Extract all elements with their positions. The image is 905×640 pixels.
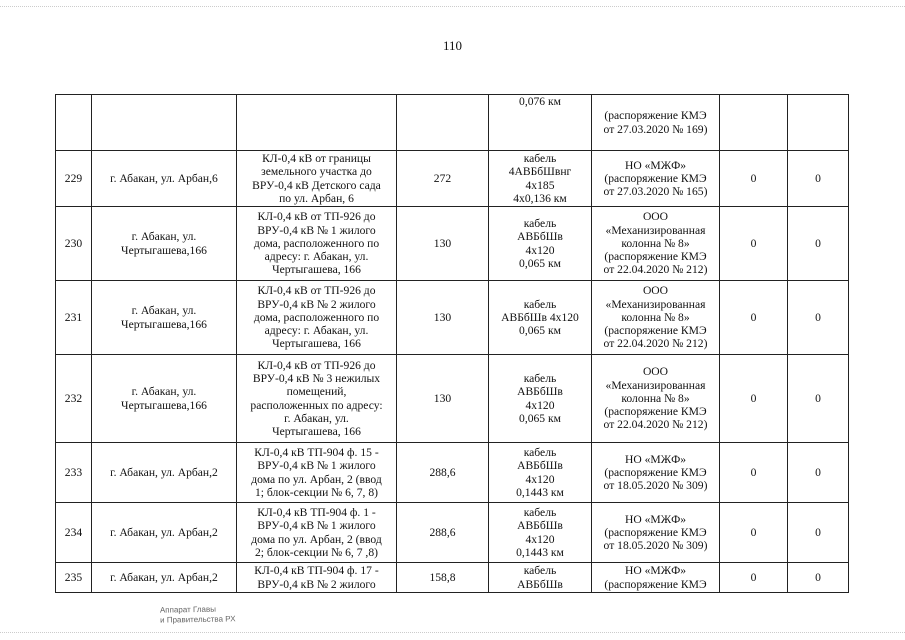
length-cell <box>397 95 489 151</box>
value-cell-8: 0 <box>788 563 849 593</box>
address-cell: г. Абакан, ул. Чертыгашева,166 <box>92 207 237 281</box>
value-cell-7: 0 <box>720 207 788 281</box>
page-number: 110 <box>442 38 463 53</box>
address-cell: г. Абакан, ул. Арбан,6 <box>92 151 237 207</box>
table-row <box>56 95 849 151</box>
length-cell: 130 <box>397 355 489 443</box>
object-cell: КЛ-0,4 кВ ТП-904 ф. 17 - ВРУ-0,4 кВ № 2 жилого <box>237 563 397 593</box>
address-cell: г. Абакан, ул. Арбан,2 <box>92 563 237 593</box>
cable-cell: кабель АВБбШв 4х120 0,1443 км <box>489 503 592 563</box>
object-cell: КЛ-0,4 кВ от ТП-926 до ВРУ-0,4 кВ № 3 нежилых помещений, расположенных по адресу: г. Абакан, ул. Чертыгашева, 166 <box>237 355 397 443</box>
object-cell: КЛ-0,4 кВ от ТП-926 до ВРУ-0,4 кВ № 2 жилого дома, расположенного по адресу: г. Абакан, ул. Чертыгашева, 166 <box>237 281 397 355</box>
length-cell: 288,6 <box>397 503 489 563</box>
basis-cell: НО «МЖФ» (распоряжение КМЭ от 18.05.2020 № 309) <box>592 443 720 503</box>
value-cell-8: 0 <box>788 443 849 503</box>
cable-cell: кабель АВБбШв 4х120 0,065 км <box>489 281 592 355</box>
row-number-cell: 232 <box>56 355 92 443</box>
value-cell-7 <box>720 95 788 151</box>
address-cell: г. Абакан, ул. Чертыгашева,166 <box>92 281 237 355</box>
length-cell: 158,8 <box>397 563 489 593</box>
footer-stamp: Аппарат Главы и Правительства РХ <box>159 604 236 625</box>
length-cell: 272 <box>397 151 489 207</box>
length-cell: 130 <box>397 207 489 281</box>
cable-cell: кабель АВБбШв 4х120 0,1443 км <box>489 443 592 503</box>
cable-cell: кабель АВБбШв 4х120 0,065 км <box>489 355 592 443</box>
value-cell-8: 0 <box>788 355 849 443</box>
table-row <box>56 563 849 593</box>
table-row <box>56 503 849 563</box>
length-cell: 288,6 <box>397 443 489 503</box>
object-cell <box>237 95 397 151</box>
registry-table <box>55 94 849 593</box>
row-number-cell: 229 <box>56 151 92 207</box>
object-cell: КЛ-0,4 кВ от границы земельного участка до ВРУ-0,4 кВ Детского сада по ул. Арбан, 6 <box>237 151 397 207</box>
value-cell-7: 0 <box>720 563 788 593</box>
value-cell-8: 0 <box>788 281 849 355</box>
basis-cell: ООО «Механизированная колонна № 8» (распоряжение КМЭ от 22.04.2020 № 212) <box>592 281 720 355</box>
scan-edge-top <box>0 6 905 8</box>
row-number-cell: 231 <box>56 281 92 355</box>
address-cell: г. Абакан, ул. Арбан,2 <box>92 443 237 503</box>
scan-edge-bottom <box>0 632 905 634</box>
value-cell-7: 0 <box>720 503 788 563</box>
basis-cell: НО «МЖФ» (распоряжение КМЭ от 18.05.2020 № 309) <box>592 503 720 563</box>
cable-cell: кабель 4АВБбШвнг 4х185 4х0,136 км <box>489 151 592 207</box>
basis-cell: НО «МЖФ» (распоряжение КМЭ <box>592 563 720 593</box>
value-cell-8: 0 <box>788 207 849 281</box>
table-row <box>56 281 849 355</box>
cable-cell: кабель АВБбШв 4х120 0,065 км <box>489 207 592 281</box>
basis-cell: НО «МЖФ» (распоряжение КМЭ от 27.03.2020 № 165) <box>592 151 720 207</box>
value-cell-8: 0 <box>788 503 849 563</box>
row-number-cell: 235 <box>56 563 92 593</box>
length-cell: 130 <box>397 281 489 355</box>
value-cell-7: 0 <box>720 151 788 207</box>
table-row <box>56 151 849 207</box>
address-cell: г. Абакан, ул. Чертыгашева,166 <box>92 355 237 443</box>
table-row <box>56 355 849 443</box>
row-number-cell: 233 <box>56 443 92 503</box>
row-number-cell: 234 <box>56 503 92 563</box>
object-cell: КЛ-0,4 кВ ТП-904 ф. 1 - ВРУ-0,4 кВ № 1 жилого дома по ул. Арбан, 2 (ввод 2; блок-секции № 6, 7 ,8) <box>237 503 397 563</box>
object-cell: КЛ-0,4 кВ ТП-904 ф. 15 - ВРУ-0,4 кВ № 1 жилого дома по ул. Арбан, 2 (ввод 1; блок-секции № 6, 7, 8) <box>237 443 397 503</box>
value-cell-7: 0 <box>720 355 788 443</box>
table-row <box>56 207 849 281</box>
basis-cell: (распоряжение КМЭ от 27.03.2020 № 169) <box>592 95 720 151</box>
value-cell-8 <box>788 95 849 151</box>
table-row <box>56 443 849 503</box>
value-cell-8: 0 <box>788 151 849 207</box>
cable-cell: 0,076 км <box>489 95 592 151</box>
object-cell: КЛ-0,4 кВ от ТП-926 до ВРУ-0,4 кВ № 1 жилого дома, расположенного по адресу: г. Абакан, ул. Чертыгашева, 166 <box>237 207 397 281</box>
address-cell: г. Абакан, ул. Арбан,2 <box>92 503 237 563</box>
value-cell-7: 0 <box>720 281 788 355</box>
basis-cell: ООО «Механизированная колонна № 8» (распоряжение КМЭ от 22.04.2020 № 212) <box>592 207 720 281</box>
row-number-cell <box>56 95 92 151</box>
basis-cell: ООО «Механизированная колонна № 8» (распоряжение КМЭ от 22.04.2020 № 212) <box>592 355 720 443</box>
value-cell-7: 0 <box>720 443 788 503</box>
cable-cell: кабель АВБбШв <box>489 563 592 593</box>
row-number-cell: 230 <box>56 207 92 281</box>
address-cell <box>92 95 237 151</box>
